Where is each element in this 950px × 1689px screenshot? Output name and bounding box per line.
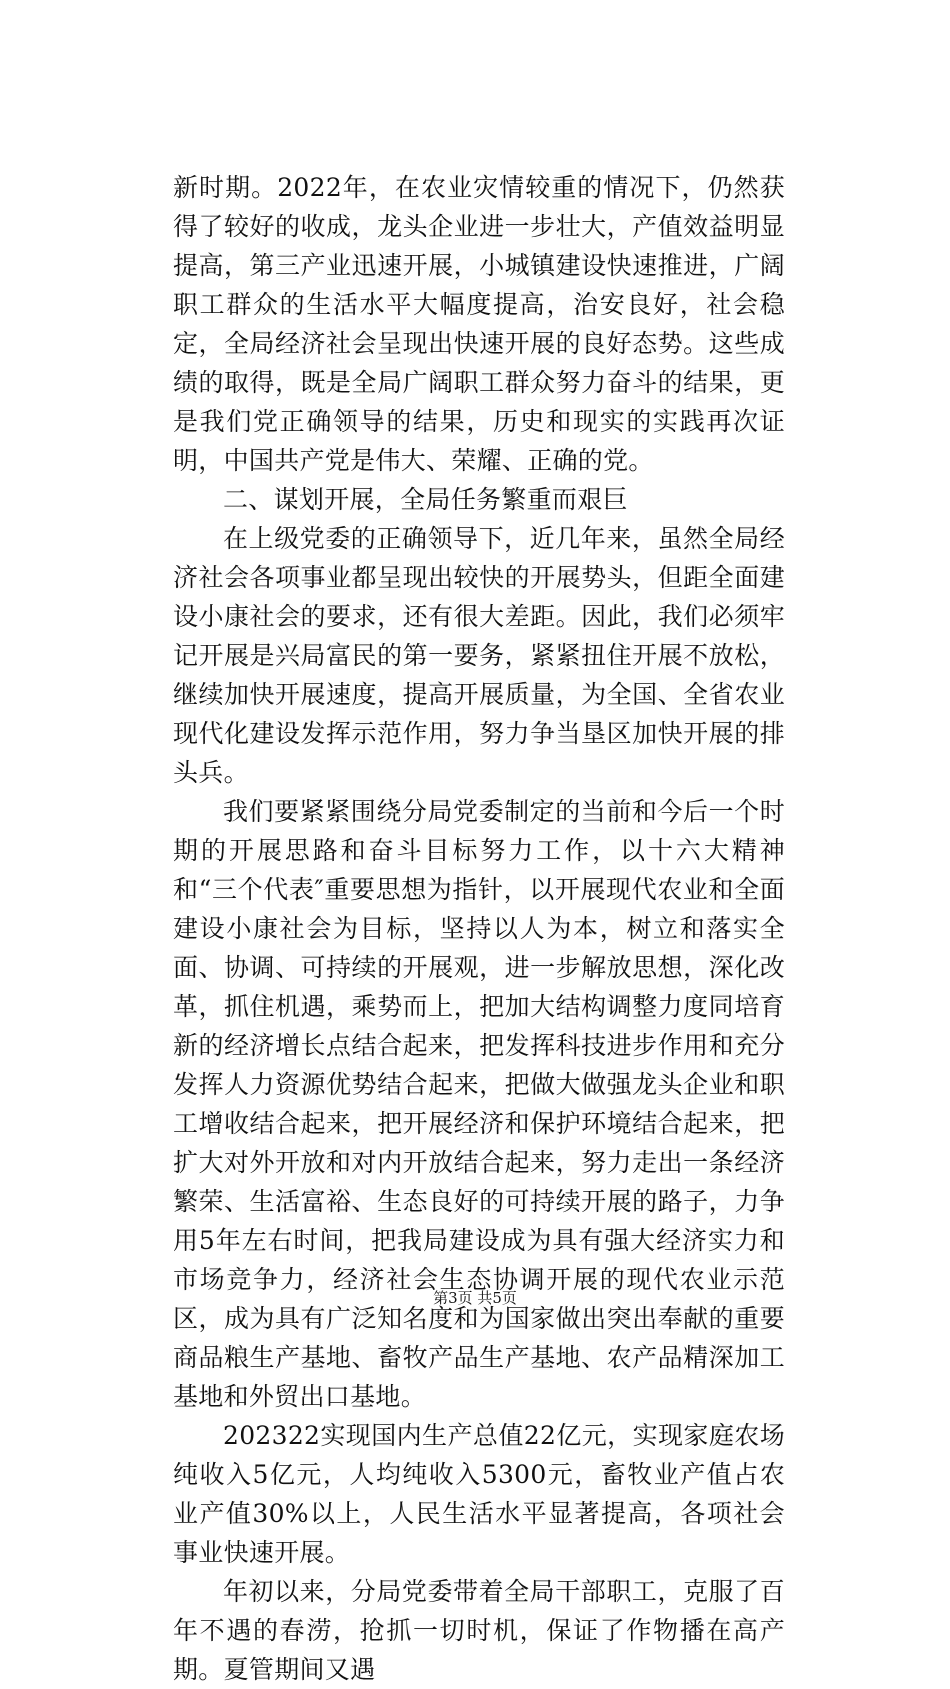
- paragraph: 202322实现国内生产总值22亿元，实现家庭农场纯收入5亿元，人均纯收入5300元，畜牧业产值占农业产值30%以上，人民生活水平显著提高，各项社会事业快速开展。: [173, 1421, 785, 1567]
- paragraph: 在上级党委的正确领导下，近几年来，虽然全局经济社会各项事业都呈现出较快的开展势头，但距全面建设小康社会的要求，还有很大差距。因此，我们必须牢记开展是兴局富民的第一要务，紧紧扭住开展不放松，继续加快开展速度，提高开展质量，为全国、全省农业现代化建设发挥示范作用，努力争当垦区加快开展的排头兵。: [173, 524, 785, 787]
- paragraph-continuation: 新时期。2022年，在农业灾情较重的情况下，仍然获得了较好的收成，龙头企业进一步壮大，产值效益明显提高，第三产业迅速开展，小城镇建设快速推进，广阔职工群众的生活水平大幅度提高，治安良好，社会稳定，全局经济社会呈现出快速开展的良好态势。这些成绩的取得，既是全局广阔职工群众努力奋斗的结果，更是我们党正确领导的结果，历史和现实的实践再次证明，中国共产党是伟大、荣耀、正确的党。: [173, 173, 785, 475]
- document-body: [173, 168, 785, 1689]
- section-heading: 二、谋划开展，全局任务繁重而艰巨: [223, 485, 628, 514]
- page-footer: 第3页 共5页: [433, 1289, 517, 1307]
- paragraph: 我们要紧紧围绕分局党委制定的当前和今后一个时期的开展思路和奋斗目标努力工作，以十六大精神和“三个代表″重要思想为指针，以开展现代农业和全面建设小康社会为目标，坚持以人为本，树立和落实全面、协调、可持续的开展观，进一步解放思想，深化改革，抓住机遇，乘势而上，把加大结构调整力度同培育新的经济增长点结合起来，把发挥科技进步作用和充分发挥人力资源优势结合起来，把做大做强龙头企业和职工增收结合起来，把开展经济和保护环境结合起来，把扩大对外开放和对内开放结合起来，努力走出一条经济繁荣、生活富裕、生态良好的可持续开展的路子，力争用5年左右时间，把我局建设成为具有强大经济实力和市场竞争力，经济社会生态协调开展的现代农业示范区，成为具有广泛知名度和为国家做出突出奉献的重要商品粮生产基地、畜牧产品生产基地、农产品精深加工基地和外贸出口基地。: [173, 797, 785, 1411]
- paragraph: 年初以来，分局党委带着全局干部职工，克服了百年不遇的春涝，抢抓一切时机，保证了作物播在高产期。夏管期间又遇: [173, 1577, 785, 1684]
